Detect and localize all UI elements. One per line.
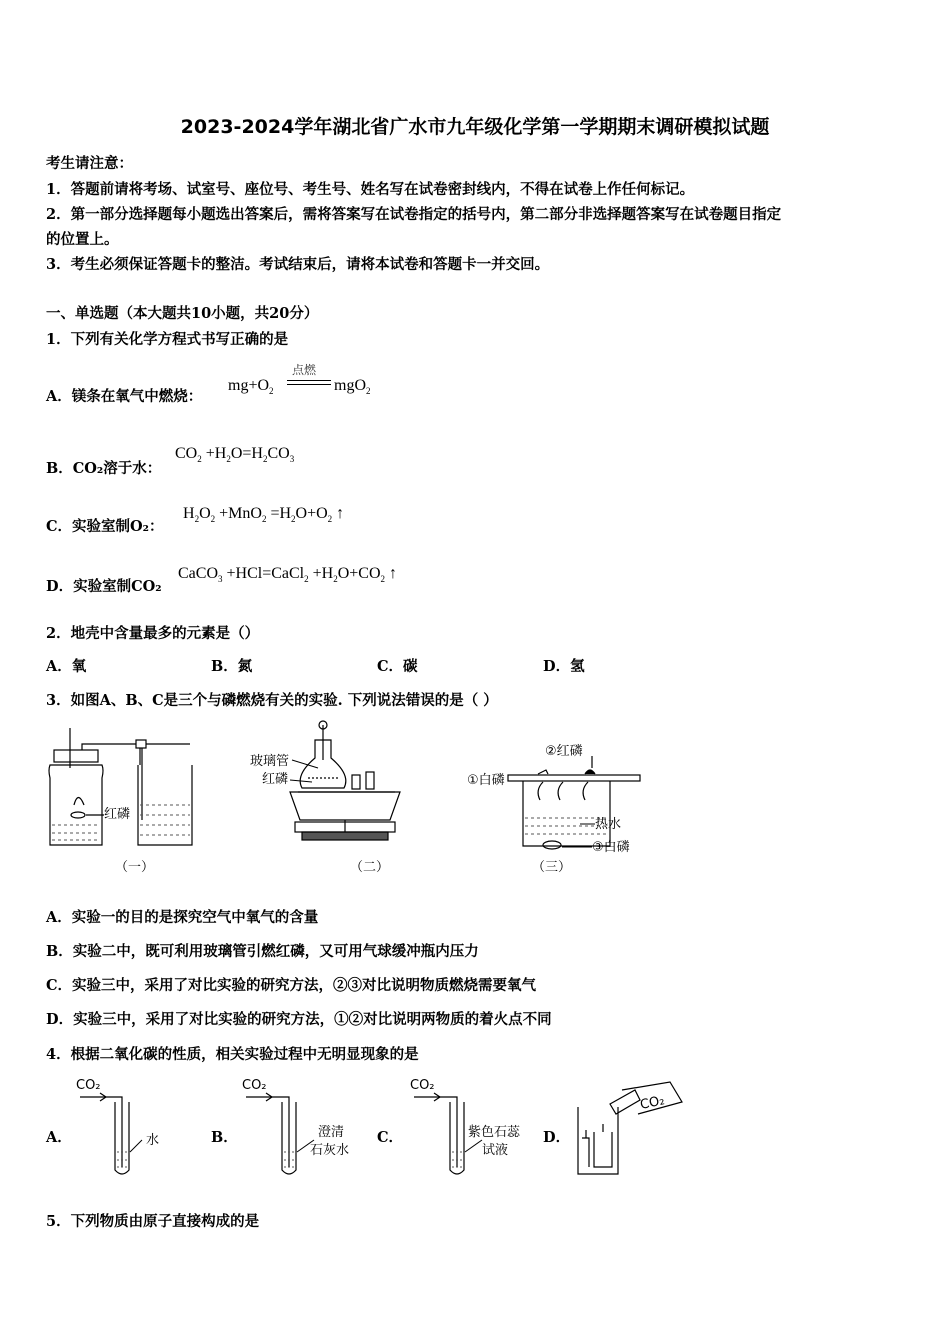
q1-option-b-equation: $CO_2 +H_2O=H_2CO_3$ xyxy=(175,445,295,465)
q1-option-a-equation: $mg+O_2$ xyxy=(228,377,274,397)
q4-fig-b-label-2: 石灰水 xyxy=(310,1143,350,1158)
fig3-label-red-phosphorus: ②红磷 xyxy=(545,744,583,759)
q2-option-c[interactable]: C．碳 xyxy=(377,658,418,675)
q1-option-c-equation: $H_2O_2 +MnO_2 =H_2O+O_2$ ↑ xyxy=(183,505,345,525)
q4-figure xyxy=(70,1072,710,1182)
q5-stem: 5．下列物质由原子直接构成的是 xyxy=(46,1213,260,1230)
q4-stem: 4．根据二氧化碳的性质，相关实验过程中无明显现象的是 xyxy=(46,1046,419,1063)
q1-condition: 点燃 xyxy=(292,363,317,377)
q4-fig-c-tube xyxy=(414,1093,464,1174)
notice-heading: 考生请注意： xyxy=(46,155,133,172)
q3-option-d[interactable]: D．实验三中，采用了对比实验的研究方法，①②对比说明两物质的着火点不同 xyxy=(46,1011,552,1028)
fig1-apparatus xyxy=(49,728,192,845)
q4-fig-d-beaker xyxy=(578,1082,682,1174)
fig3-label-hot-water: 热水 xyxy=(595,817,622,832)
notice-line-2: 2．第一部分选择题每小题选出答案后，需将答案写在试卷指定的括号内，第二部分非选择题答案写在试卷题目指定 xyxy=(46,206,782,223)
q4-fig-c-co2: CO₂ xyxy=(410,1078,435,1093)
fig3-apparatus xyxy=(508,756,640,849)
fig1-caption: （一） xyxy=(115,860,155,875)
fig1-label-red-phosphorus: 红磷 xyxy=(104,807,131,822)
fig2-label-glass-tube: 玻璃管 xyxy=(250,754,290,769)
q3-option-a[interactable]: A．实验一的目的是探究空气中氧气的含量 xyxy=(46,909,319,926)
q2-option-d[interactable]: D．氢 xyxy=(543,658,585,675)
q2-stem: 2．地壳中含量最多的元素是（） xyxy=(46,625,260,642)
notice-line-2-cont: 的位置上。 xyxy=(46,231,119,248)
q1-option-d-equation: CaCO$_3$ +HCl=CaCl$_2$ $+H_2O+CO_2$ ↑ xyxy=(178,565,397,585)
q3-option-c[interactable]: C．实验三中，采用了对比实验的研究方法，②③对比说明物质燃烧需要氧气 xyxy=(46,977,537,994)
q1-option-b-label: B．CO₂溶于水： xyxy=(46,460,162,477)
q3-stem: 3．如图A、B、C是三个与磷燃烧有关的实验. 下列说法错误的是（ ） xyxy=(46,692,498,709)
q1-option-a-label: A．镁条在氧气中燃烧： xyxy=(46,388,203,405)
section-heading: 一、单选题（本大题共10小题，共20分） xyxy=(46,305,319,322)
fig2-caption: （二） xyxy=(350,860,390,875)
q4-fig-b-label-1: 澄清 xyxy=(318,1125,345,1140)
page-title: 2023-2024学年湖北省广水市九年级化学第一学期期末调研模拟试题 xyxy=(180,116,770,138)
q4-fig-c-label-2: 试液 xyxy=(482,1143,509,1158)
q1-equals-line-1 xyxy=(287,380,331,381)
fig3-label-white-phosphorus-1: ①白磷 xyxy=(467,773,505,788)
q4-option-b[interactable]: B． xyxy=(211,1129,238,1146)
q2-option-a[interactable]: A．氧 xyxy=(46,658,87,675)
q3-figure xyxy=(40,720,650,885)
fig3-caption: （三） xyxy=(532,860,572,875)
q4-option-c[interactable]: C． xyxy=(377,1129,404,1146)
q1-equals-line-2 xyxy=(287,384,331,385)
q4-fig-c-label-1: 紫色石蕊 xyxy=(468,1125,521,1140)
fig2-apparatus xyxy=(290,721,400,840)
fig3-label-white-phosphorus-3: ③白磷 xyxy=(592,840,630,855)
q1-option-c-label: C．实验室制O₂： xyxy=(46,518,164,535)
q1-option-a-product: mgO$_2$ xyxy=(334,377,371,397)
q1-option-d-label: D．实验室制CO₂ xyxy=(46,578,162,595)
q4-fig-b-tube xyxy=(246,1093,296,1174)
q2-option-b[interactable]: B．氮 xyxy=(211,658,253,675)
notice-line-3: 3．考生必须保证答题卡的整洁。考试结束后，请将本试卷和答题卡一并交回。 xyxy=(46,256,550,273)
q4-option-a[interactable]: A． xyxy=(46,1129,72,1146)
q3-option-b[interactable]: B．实验二中，既可利用玻璃管引燃红磷，又可用气球缓冲瓶内压力 xyxy=(46,943,479,960)
q4-fig-a-co2: CO₂ xyxy=(76,1078,101,1093)
q4-fig-a-tube xyxy=(80,1093,129,1174)
q4-fig-d-co2: CO₂ xyxy=(638,1093,666,1113)
q4-fig-a-label: 水 xyxy=(146,1133,160,1148)
q4-fig-b-co2: CO₂ xyxy=(242,1078,267,1093)
fig2-label-red-phosphorus: 红磷 xyxy=(262,772,289,787)
q1-stem: 1．下列有关化学方程式书写正确的是 xyxy=(46,331,289,348)
notice-line-1: 1．答题前请将考场、试室号、座位号、考生号、姓名写在试卷密封线内，不得在试卷上作任何标记。 xyxy=(46,181,695,198)
q4-option-d[interactable]: D． xyxy=(543,1129,571,1146)
